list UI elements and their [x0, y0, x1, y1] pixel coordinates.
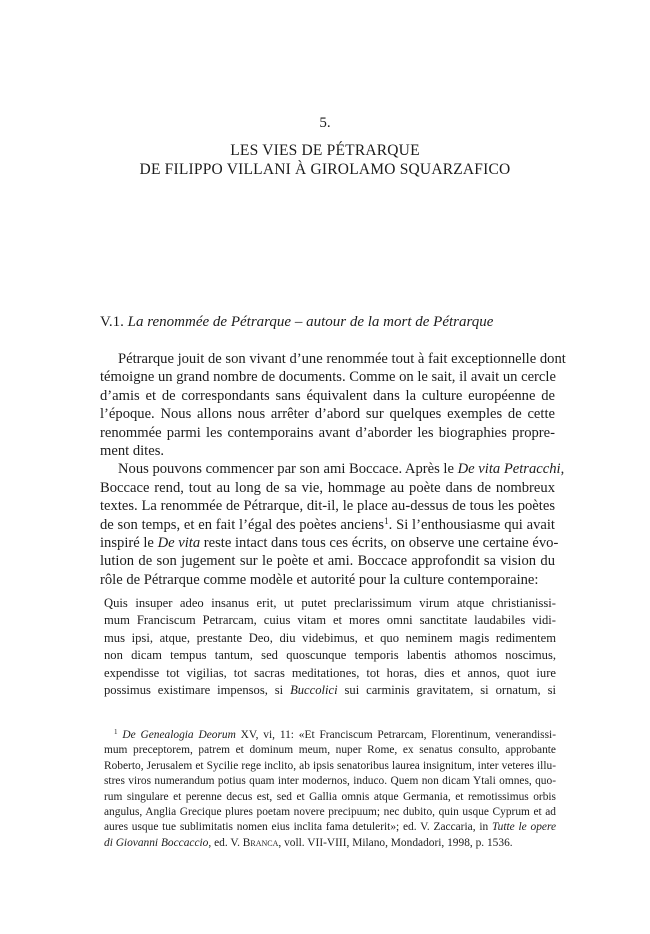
text-span: rum singulare et perenne decus est, sed et Gallia omnis atque Germania, et remotissimus orbis — [104, 790, 556, 803]
text-span: mum preceptorem, patrem et dominum meum, nuper Rome, ex senatus consulto, approbante — [104, 744, 556, 757]
text-span: de son temps, et en fait l’égal des poètes anciens — [100, 516, 385, 533]
text-line — [100, 534, 559, 552]
text-span: l’époque. Nous allons nous arrêter d’abord sur quelques exemples de cette — [100, 406, 555, 423]
text-span: ment dites. — [100, 443, 165, 460]
block-quote — [104, 595, 556, 699]
text-line — [104, 595, 556, 612]
text-span: témoigne un grand nombre de documents. Comme on le sait, il avait un cercle — [100, 369, 556, 386]
text-span: sui carminis gravitatem, si ornatum, si — [337, 683, 556, 698]
text-line — [104, 790, 556, 805]
italic-text: De vita — [157, 535, 201, 552]
text-span: XV, vi, 11: «Et Franciscum Petrarcam, Florentinum, venerandissi- — [235, 729, 556, 741]
text-span: reste intact dans tous ces écrits, on observe une certaine évo- — [200, 535, 559, 552]
section-number: V.1. — [100, 314, 124, 330]
chapter-title-line-1: LES VIES DE PÉTRARQUE — [230, 142, 420, 159]
text-line — [100, 442, 555, 460]
text-line — [100, 350, 566, 368]
section-heading — [100, 314, 493, 331]
text-line — [104, 836, 556, 851]
text-span: Boccace rend, tout au long de sa vie, hommage au poète dans de nombreux — [100, 479, 555, 496]
text-span: Branca — [242, 836, 279, 849]
text-line — [104, 682, 556, 699]
text-span: d’amis et de correspondants sans équivalent dans la culture européenne de — [100, 387, 555, 404]
text-line — [104, 612, 556, 629]
text-span: , voll. VII-VIII, Milano, Mondadori, 1998, p. 1536. — [278, 836, 513, 849]
text-line — [104, 774, 556, 789]
text-span: renommée parmi les contemporains avant d’aborder les biographies propre- — [100, 424, 555, 441]
text-line — [100, 497, 555, 515]
text-span: , — [560, 461, 565, 478]
text-line — [104, 647, 556, 664]
text-span: expendisse tot vigilias, tot sacras meditationes, tot horas, dies et annos, quot iure — [104, 665, 556, 680]
text-span: Roberto, Jerusalem et Sycilie rege inclito, ab ipsis senatoribus laurea insignitum, inter veteres illu- — [104, 759, 556, 772]
text-line — [104, 820, 556, 835]
text-span: angulus, Anglia Grecique plures poetam novere precipuum; nec dubito, quin usque Cyprum et ad — [104, 806, 556, 819]
text-span: non dicam tempus tantum, sed quoscunque temporis labentis athomos noscimus, — [104, 648, 556, 663]
text-line — [100, 571, 555, 589]
text-line — [100, 479, 555, 497]
text-line — [100, 405, 555, 423]
text-line — [104, 743, 556, 758]
text-span: . Si l’enthousiasme qui avait — [388, 516, 555, 533]
text-line — [100, 424, 555, 442]
text-span: mum Franciscum Petrarcam, cuius vitam et mores omni sanctitate laudabiles vidi- — [104, 613, 556, 628]
text-line — [104, 630, 556, 647]
text-line — [104, 759, 556, 774]
text-line — [100, 368, 555, 386]
text-line — [104, 728, 556, 743]
text-span: Pétrarque jouit de son vivant d’une renommée tout à fait exceptionnelle dont — [118, 351, 566, 367]
text-line — [100, 460, 565, 478]
body-text — [100, 350, 566, 589]
text-span: mus ipsi, atque, prestante Deo, diu videbimus, et quo neminem magis redimentem — [104, 630, 556, 645]
chapter-title-line-2: DE FILIPPO VILLANI À GIROLAMO SQUARZAFICO — [139, 161, 511, 178]
text-span: aures usque tue sublimitatis nomen eius inclita fama detulerit»; ed. V. Zaccaria, in — [104, 821, 492, 834]
text-line — [104, 805, 556, 820]
text-line — [100, 387, 555, 405]
chapter-number: 5. — [319, 115, 331, 131]
italic-text: Tutte le opere — [491, 821, 557, 834]
text-span: rôle de Pétrarque comme modèle et autorité pour la culture contemporaine: — [100, 571, 539, 588]
footnote-marker: 1 — [384, 515, 389, 526]
text-span: Nous pouvons commencer par son ami Boccace. Après le — [118, 461, 458, 478]
text-span: lution de son jugement sur le poète et ami. Boccace approfondit sa vision du — [100, 553, 555, 570]
text-line — [100, 516, 555, 534]
text-span: inspiré le — [100, 535, 158, 552]
text-line — [100, 552, 555, 570]
footnote — [104, 728, 556, 851]
text-line — [104, 665, 556, 682]
text-span: Quis insuper adeo insanus erit, ut putet preclarissimum virum atque christianissi- — [104, 596, 556, 610]
section-title: La renommée de Pétrarque – autour de la mort de Pétrarque — [127, 314, 494, 330]
text-span: stres viros numerandum potius quam inter modernos, induco. Quem non dicam Ytali omnes, quo- — [104, 775, 556, 788]
text-span: textes. La renommée de Pétrarque, dit-il, le place au-dessus de tous les poètes — [100, 498, 555, 515]
italic-text: De vita Petracchi — [457, 461, 561, 478]
italic-text: De Genealogia Deorum — [122, 729, 236, 741]
italic-text: di Giovanni Boccaccio — [104, 836, 209, 849]
footnote-marker: 1 — [114, 728, 118, 737]
text-span: , ed. V. — [208, 836, 243, 849]
italic-text: Buccolici — [290, 683, 338, 698]
text-span: possimus existimare impensos, si — [104, 683, 291, 698]
